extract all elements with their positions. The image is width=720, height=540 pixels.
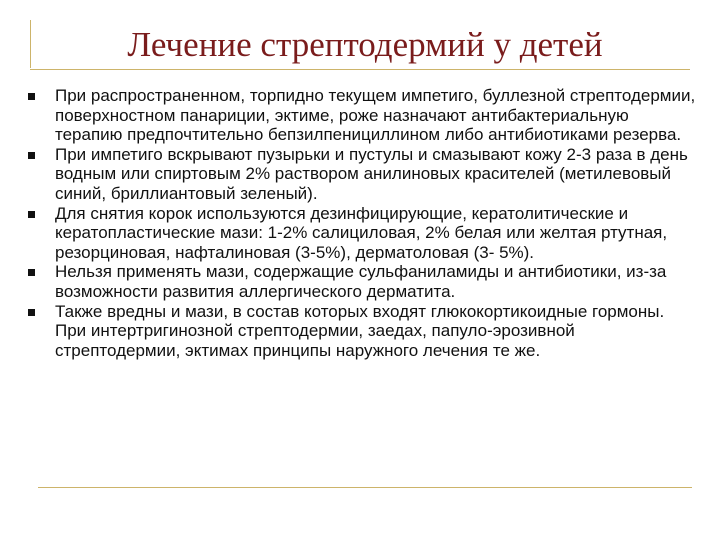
- square-bullet-icon: [28, 211, 35, 218]
- square-bullet-icon: [28, 152, 35, 159]
- bullet-item: [28, 262, 696, 301]
- bullet-list: [28, 86, 696, 360]
- bullet-item: [28, 204, 696, 263]
- decorative-vertical-line: [30, 20, 31, 68]
- bullet-item: [28, 86, 696, 145]
- bullet-item: [28, 145, 696, 204]
- title-underline: [30, 69, 690, 70]
- square-bullet-icon: [28, 93, 35, 100]
- bullet-text: Также вредны и мази, в состав которых входят глюкокортикоидные гормоны. При интертригинозной стрептодермии, заедах, папуло-эрозивной стрептодермии, эктимах принципы наружного лечения те же.: [55, 301, 665, 360]
- square-bullet-icon: [28, 269, 35, 276]
- bottom-rule: [38, 487, 692, 488]
- slide-title: Лечение стрептодермий у детей: [127, 25, 603, 64]
- bullet-text: При импетиго вскрывают пузырьки и пустулы и смазывают кожу 2-3 раза в день водным или спиртовым 2% раствором анилиновых красителей (метилевовый синий, бриллиантовый зеленый).: [55, 144, 688, 203]
- square-bullet-icon: [28, 309, 35, 316]
- bullet-item: [28, 302, 696, 361]
- bullet-text: Для снятия корок используются дезинфицирующие, кератолитические и кератопластические мази: 1-2% салициловая, 2% белая или желтая ртутная, резорциновая, нафталиновая (3-5%), дерматоловая (3- 5%).: [55, 203, 668, 262]
- bullet-text: При распространенном, торпидно текущем импетиго, буллезной стрептодермии, поверхностном панариции, эктиме, роже назначают антибактериальную терапию предпочтительно бепзилпенициллином либо антибиотиками резерва.: [55, 86, 696, 145]
- bullet-text: Нельзя применять мази, содержащие сульфаниламиды и антибиотики, из-за возможности развития аллергического дерматита.: [55, 262, 667, 301]
